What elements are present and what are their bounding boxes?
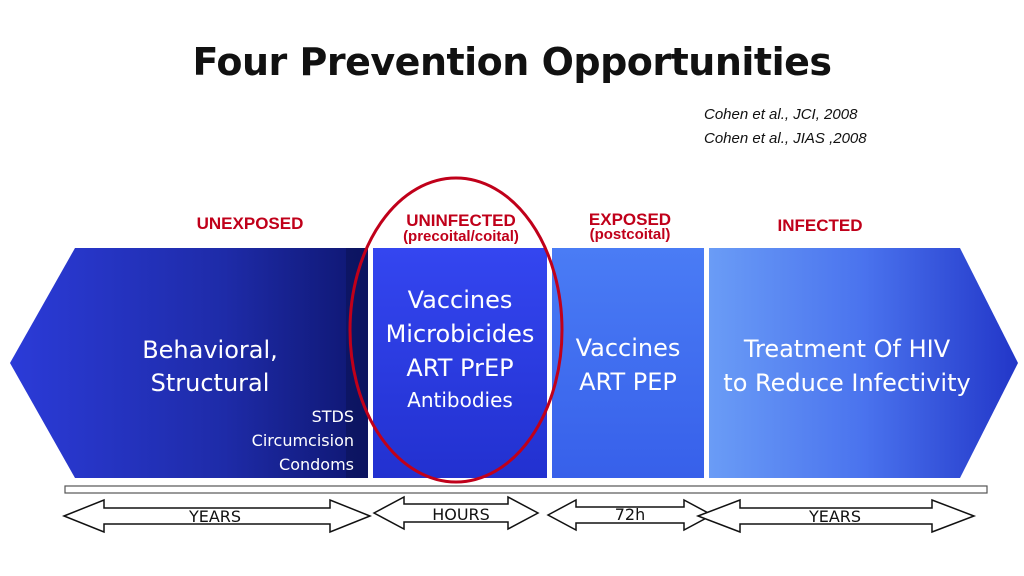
- citation-1: Cohen et al., JCI, 2008: [704, 106, 858, 123]
- infected-line-1: Treatment Of HIV: [743, 335, 951, 363]
- header-infected: INFECTED: [777, 216, 863, 235]
- arrow-72h-label: 72h: [614, 505, 646, 524]
- infected-line-2: to Reduce Infectivity: [723, 369, 971, 397]
- uninfected-line-microbicides: Microbicides: [385, 320, 535, 348]
- exposed-line-art-pep: ART PEP: [579, 368, 677, 396]
- uninfected-line-antibodies: Antibodies: [407, 388, 513, 412]
- panel-behavioral-line2: Structural: [150, 369, 270, 397]
- timeline-bar: [65, 486, 987, 493]
- citation-2: Cohen et al., JIAS ,2008: [704, 130, 867, 147]
- header-unexposed: UNEXPOSED: [196, 214, 304, 233]
- behavioral-item-circumcision: Circumcision: [251, 431, 354, 450]
- behavioral-item-condoms: Condoms: [279, 455, 354, 474]
- panel-behavioral-line1: Behavioral,: [142, 336, 278, 364]
- header-uninfected-sub: (precoital/coital): [403, 228, 519, 245]
- header-exposed-sub: (postcoital): [589, 226, 671, 243]
- arrow-hours-label: HOURS: [432, 505, 490, 524]
- arrow-years-left-label: YEARS: [188, 507, 242, 526]
- uninfected-line-vaccines: Vaccines: [407, 286, 513, 314]
- arrow-years-right-label: YEARS: [808, 507, 862, 526]
- exposed-line-vaccines: Vaccines: [575, 334, 681, 362]
- uninfected-line-art-prep: ART PrEP: [406, 354, 514, 382]
- page-title: Four Prevention Opportunities: [192, 40, 832, 84]
- header-exposed: EXPOSED: [588, 210, 672, 229]
- behavioral-item-stds: STDS: [311, 407, 354, 426]
- header-uninfected: UNINFECTED: [406, 211, 516, 230]
